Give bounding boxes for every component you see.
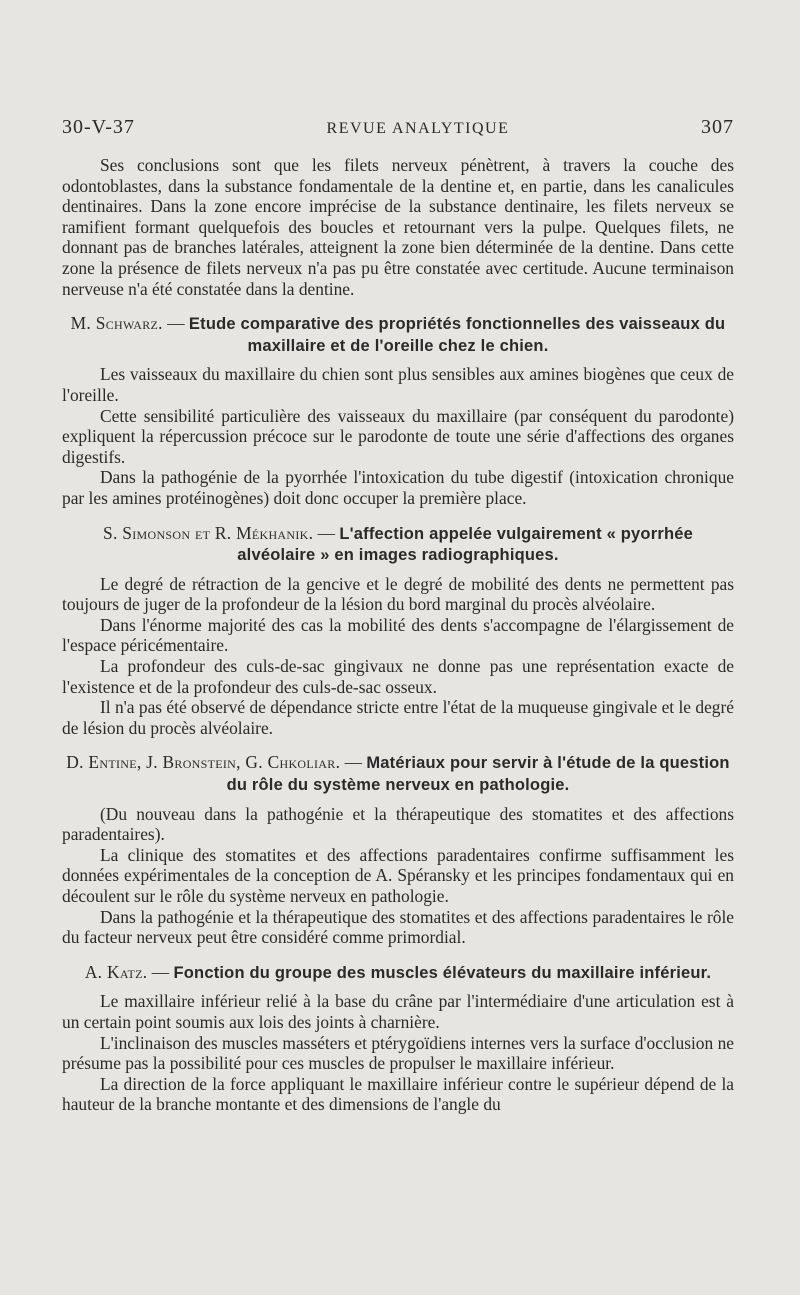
article-authors: A. Katz. <box>84 961 148 982</box>
article-heading <box>62 962 734 984</box>
article-paragraph: La direction de la force appliquant le maxillaire inférieur contre le supérieur dépend de la hauteur de la branche montante et des dimensions de l'angle du <box>62 1073 734 1115</box>
article-entine <box>62 752 734 947</box>
article-title: Etude comparative des propriétés fonctionnelles des vaisseaux du maxillaire et de l'oreille chez le chien. <box>188 315 726 355</box>
journal-title: REVUE ANALYTIQUE <box>326 120 510 137</box>
heading-separator: — <box>147 961 174 982</box>
page-number: 307 <box>700 116 734 138</box>
article-paragraph: Cette sensibilité particulière des vaisseaux du maxillaire (par conséquent du parodonte) expliquent la répercussion précoce sur le parodonte de toute une série d'affections des organes digestifs. <box>62 405 734 467</box>
article-title: L'affection appelée vulgairement « pyorrhée alvéolaire » en images radiographiques. <box>237 524 693 565</box>
article-title: Matériaux pour servir à l'étude de la question du rôle du système nerveux en pathologie. <box>226 754 730 795</box>
article-paragraph: La clinique des stomatites et des affections paradentaires confirme suffisamment les données expérimentales de la conception de A. Spéransky et les principes fondamentaux qui en découlent sur le rôle du système nerveux en pathologie. <box>62 844 734 906</box>
article-paragraph: Le maxillaire inférieur relié à la base du crâne par l'intermédiaire d'une articulation est à un certain point soumis aux lois des joints à charnière. <box>62 991 734 1032</box>
heading-separator: — <box>162 313 189 334</box>
article-heading <box>62 523 734 566</box>
article-paragraph: La profondeur des culs-de-sac gingivaux ne donne pas une représentation exacte de l'existence et de la profondeur des culs-de-sac osseux. <box>62 656 734 697</box>
article-paragraph: Dans la pathogénie et la thérapeutique des stomatites et des affections paradentaires le rôle du facteur nerveux peut être considéré comme primordial. <box>62 906 734 948</box>
issue-date: 30-V-37 <box>62 116 135 138</box>
article-paragraph: Les vaisseaux du maxillaire du chien sont plus sensibles aux amines biogènes que ceux de l'oreille. <box>62 364 734 405</box>
article-katz <box>62 962 734 1115</box>
article-title: Fonction du groupe des muscles élévateurs du maxillaire inférieur. <box>173 963 712 982</box>
running-head <box>62 116 734 139</box>
article-paragraph: Dans l'énorme majorité des cas la mobilité des dents s'accompagne de l'élargissement de l'espace péricémentaire. <box>62 614 734 656</box>
heading-separator: — <box>340 752 367 773</box>
article-simonson <box>62 523 734 739</box>
heading-separator: — <box>313 522 340 543</box>
article-paragraph: Le degré de rétraction de la gencive et le degré de mobilité des dents ne permettent pas toujours de juger de la profondeur de la lésion du bord marginal du procès alvéolaire. <box>62 573 734 615</box>
article-paragraph: (Du nouveau dans la pathogénie et la thérapeutique des stomatites et des affections paradentaires). <box>62 803 734 845</box>
intro-paragraph: Ses conclusions sont que les filets nerveux pénètrent, à travers la couche des odontoblastes, dans la substance fondamentale de la dentine et, en partie, dans les canalicules dentinaires. Dans la zone encore imprécise de la substance dentinaire, les filets nerveux se ramifient formant quelquefois des boucles et retournant vers la pulpe. Quelques filets, ne donnant pas de branches latérales, atteignent la zone bien déterminée de la dentine. Dans cette zone la présence de filets nerveux n'a pas pu être constatée avec certitude. Aucune terminaison nerveuse n'a été constatée dans la dentine. <box>62 155 734 299</box>
article-heading <box>62 752 734 795</box>
article-paragraph: L'inclinaison des muscles masséters et ptérygoïdiens internes vers la surface d'occlusion ne présume pas la possibilité pour ces muscles de propulser le maxillaire inférieur. <box>62 1032 734 1074</box>
article-paragraph: Il n'a pas été observé de dépendance stricte entre l'état de la muqueuse gingivale et le degré de lésion du procès alvéolaire. <box>62 697 734 738</box>
article-authors: S. Simonson et R. Mékhanik. <box>103 522 314 543</box>
article-authors: D. Entine, J. Bronstein, G. Chkoliar. <box>66 752 341 773</box>
page-body <box>62 155 734 1115</box>
article-authors: M. Schwarz. <box>70 313 163 334</box>
article-paragraph: Dans la pathogénie de la pyorrhée l'intoxication du tube digestif (intoxication chronique par les amines protéinogènes) doit donc occuper la première place. <box>62 467 734 508</box>
article-heading <box>62 313 734 356</box>
article-schwarz <box>62 313 734 508</box>
